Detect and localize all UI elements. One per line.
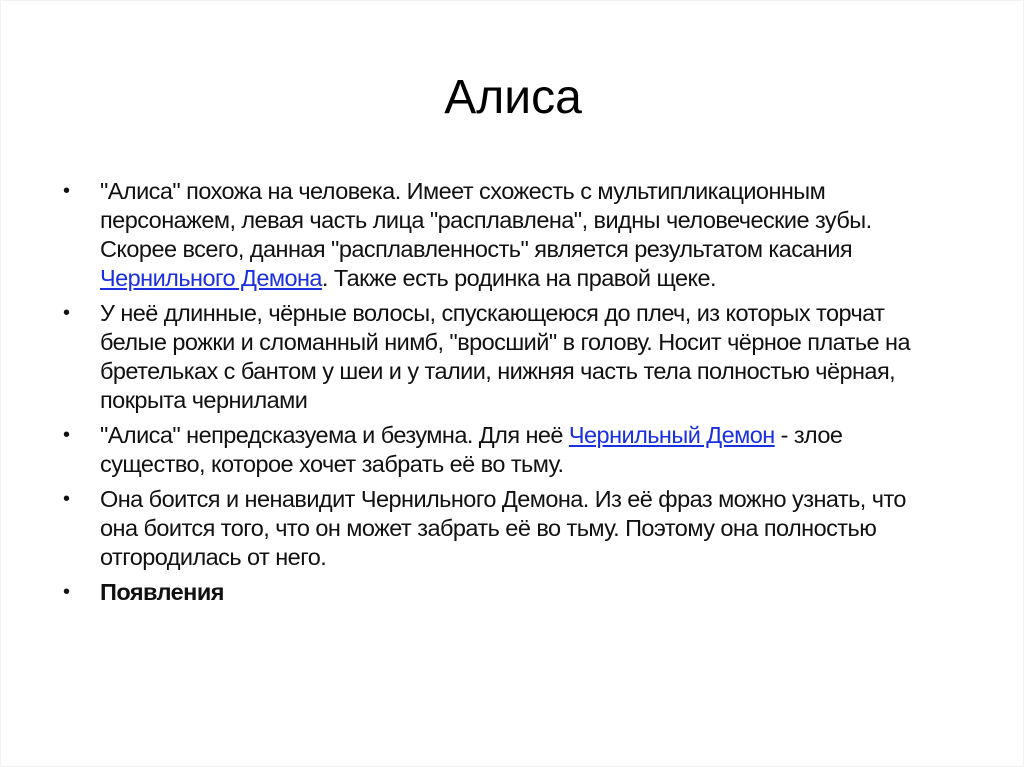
list-item <box>63 421 943 479</box>
bullet-icon: • <box>63 302 70 324</box>
bullet-list <box>63 177 943 613</box>
item-text: - злое существо, которое хочет забрать её во тьму. <box>100 422 843 477</box>
item-text: У неё длинные, чёрные волосы, спускающеюся до плеч, из которых торчат белые рожки и сломанный нимб, "вросший" в голову. Носит чёрное платье на бретельках с бантом у шеи и у талии, нижняя часть тела полностью чёрная, покрыта чернилами <box>100 300 910 413</box>
ink-demon-link[interactable]: Чернильный Демон <box>568 422 775 448</box>
list-item <box>63 299 943 415</box>
item-text: Она боится и ненавидит Чернильного Демона. Из её фраз можно узнать, что она боится того, что он может забрать её во тьму. Поэтому она полностью отгородилась от него. <box>100 486 906 570</box>
slide-title: Алиса <box>444 71 582 124</box>
ink-demon-link[interactable]: Чернильного Демона <box>100 265 322 291</box>
item-text: . Также есть родинка на правой щеке. <box>321 265 717 291</box>
list-item <box>63 177 943 293</box>
bullet-icon: • <box>63 424 70 446</box>
bullet-icon: • <box>63 180 70 202</box>
item-text: "Алиса" похожа на человека. Имеет схожесть с мультипликационным персонажем, левая часть лица "расплавлена", видны человеческие зубы. Скорее всего, данная "расплавленность" является результатом касания <box>100 178 872 262</box>
list-item <box>63 578 943 607</box>
list-item <box>63 485 943 572</box>
item-text: "Алиса" непредсказуема и безумна. Для неё <box>100 422 569 448</box>
bullet-icon: • <box>63 581 70 603</box>
appearances-heading: Появления <box>100 579 224 605</box>
bullet-icon: • <box>63 488 70 510</box>
